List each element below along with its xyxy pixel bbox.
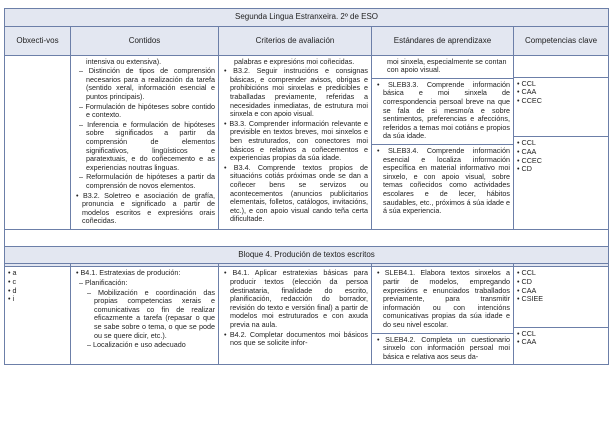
block4-criterios-cell (219, 267, 372, 365)
criterios-b32: • B3.2. Seguir instrucións e consignas básicas, e comprender avisos, obrigas e prohibicións moi sinxelas e predicibles e traballadas previamente, referidas a necesidades inmediatas, de estrutura moi sinxela e con apoio visual. (222, 67, 368, 119)
row-divider (372, 333, 513, 334)
competencia-item: • CCEC (517, 97, 605, 106)
obxectivo-item: • i (8, 295, 67, 304)
competencia-item: • CD (517, 165, 605, 174)
estandares-sleb41: • SLEB4.1. Elabora textos sinxelos a partir de modelos, empregando expresións e enunciados traballados previamente, para transmitir información ou con intencións comunicativas propias da súa idade e do seu nivel escolar. (375, 269, 510, 329)
header-competencias: Competencias clave (514, 26, 609, 55)
competencia-item: • CCL (517, 269, 605, 278)
estandares-sleb34: • SLEB3.4. Comprende información esencial e localiza información específica en material informativo moi sinxelo, e con apoio visual, sobre temas coñecidos como actividades escolares e de lecer, hábitos saudables, etc., próximos á súa idade e á súa experiencia. (375, 147, 510, 216)
competencia-item: • CAA (517, 338, 605, 347)
block4-obxectivos-cell (5, 267, 71, 365)
contidos-item: – Reformulación de hipóteses a partir da comprensión de novos elementos. (74, 173, 215, 190)
spacer-row (5, 229, 609, 246)
obxectivo-item: • a (8, 269, 67, 278)
competencia-item: • CCL (517, 80, 605, 89)
competencia-item: • CAA (517, 287, 605, 296)
criterios-b33: • B3.3. Comprender información relevante e previsible en textos breves, moi sinxelos e ben estruturados, con conectores moi básicos e relativos a coñecementos e experiencias propias da súa idade. (222, 120, 368, 163)
contidos-sub-item: – Localización e uso adecuado (74, 341, 215, 350)
contidos-item: – Inferencia e formulación de hipóteses sobre significados a partir da comprensión de elementos significativos, lingüísticos e paratextuais, e do coñecemento e as experiencias noutras linguas. (74, 121, 215, 173)
block3-obxectivos-cell (5, 55, 71, 229)
contidos-intro: intensiva ou extensiva). (86, 56, 162, 66)
curriculum-table-wrapper (4, 8, 608, 365)
contidos-b32: • B3.2. Soletreo e asociación de grafía, pronuncia e significado a partir de modelos escritos e expresións orais coñecidas. (74, 192, 215, 226)
competencia-item: • CAA (517, 148, 605, 157)
block4-row (5, 267, 609, 365)
curriculum-table (4, 8, 609, 365)
table-title: Segunda Lingua Estranxeira. 2º de ESO (5, 9, 609, 27)
obxectivo-item: • d (8, 287, 67, 296)
block3-row (5, 55, 609, 229)
row-divider (372, 144, 513, 145)
competencia-item: • CCL (517, 330, 605, 339)
contidos-item: – Distinción de tipos de comprensión necesarios para a realización da tarefa (sentido xeral, información esencial e puntos principais). (74, 67, 215, 101)
competencia-item: • CCEC (517, 157, 605, 166)
header-criterios: Criterios de avaliación (219, 26, 372, 55)
row-divider (514, 77, 608, 78)
criterios-intro: palabras e expresións moi coñecidas. (234, 56, 355, 66)
block3-criterios-cell (219, 55, 372, 229)
header-contidos: Contidos (71, 26, 219, 55)
criterios-b41: • B4.1. Aplicar estratexias básicas para producir textos (elección da persoa destinataria, finalidade do escrito, planificación, redacción do borrador, revisión do texto e versión final) a partir de modelos moi estruturados e con axuda previa na aula. (222, 269, 368, 329)
block3-competencias-cell (514, 55, 609, 229)
block3-estandares-cell (372, 55, 514, 229)
row-divider (514, 136, 608, 137)
block4-contidos-cell (71, 267, 219, 365)
contidos-planificacion: – Planificación: (74, 279, 215, 288)
block4-title: Bloque 4. Produción de textos escritos (5, 246, 609, 264)
estandares-sleb33: • SLEB3.3. Comprende información básica e moi sinxela de correspondencia persoal breve na que se fala de si mesmo/a e sobre sentimentos, preferencias e afeccións, referidos a temas moi cotiáns e propios da súa idade. (375, 81, 510, 141)
estandares-intro: moi sinxela, especialmente se contan con apoio visual. (387, 56, 507, 75)
block3-contidos-cell (71, 55, 219, 229)
criterios-b42: • B4.2. Completar documentos moi básicos nos que se solicite infor- (222, 331, 368, 348)
header-row (5, 26, 609, 55)
row-divider (372, 78, 513, 79)
block4-competencias-cell (514, 267, 609, 365)
competencia-item: • CSIEE (517, 295, 605, 304)
obxectivo-item: • c (8, 278, 67, 287)
competencia-item: • CD (517, 278, 605, 287)
criterios-b34: • B3.4. Comprende textos propios de situacións cotiás próximas onde se dan a coñecer bens se servizos ou acontecementos (anuncios publicitarios elementais, folletos, catálogos, invitacións, etc.), e con apoio visual cando teña certa dificultade. (222, 164, 368, 224)
block4-estandares-cell (372, 267, 514, 365)
contidos-item: – Formulación de hipóteses sobre contido e contexto. (74, 103, 215, 120)
row-divider (514, 327, 608, 328)
estandares-sleb42: • SLEB4.2. Completa un cuestionario sinxelo con información persoal moi básica e relativa aos seus da- (375, 336, 510, 362)
header-estandares: Estándares de aprendizaxe (372, 26, 514, 55)
competencia-item: • CCL (517, 139, 605, 148)
competencia-item: • CAA (517, 88, 605, 97)
contidos-sub-item: – Mobilización e coordinación das propias competencias xerais e comunicativas co fin de realizar eficazmente a tarefa (repasar o que se sabe sobre o tema, o que se pode ou se quere dicir, etc.). (74, 289, 215, 341)
contidos-b41: • B4.1. Estratexias de produción: (74, 269, 215, 278)
header-obxectivos: Obxecti-vos (5, 26, 71, 55)
